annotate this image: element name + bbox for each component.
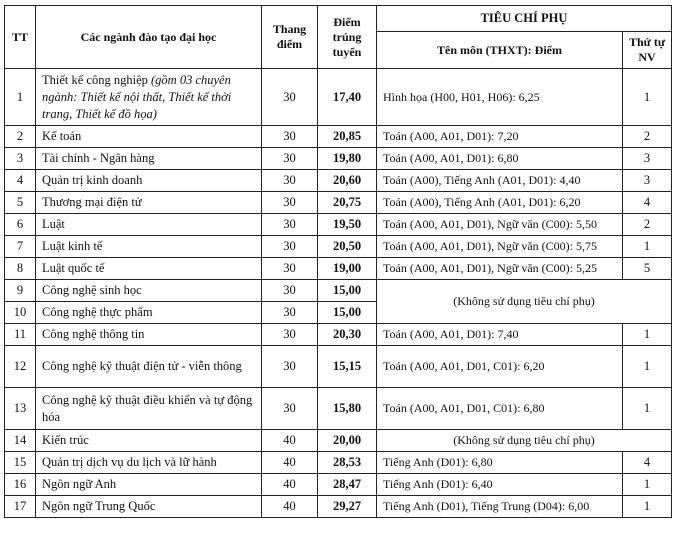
admission-score-table [4, 5, 672, 518]
row-scale: 30 [262, 126, 318, 148]
row-priority: 1 [623, 324, 672, 346]
row-criteria: Toán (A00, A01, D01), Ngữ văn (C00): 5,25 [377, 258, 623, 280]
row-major: Luật quốc tế [36, 258, 262, 280]
table-row [5, 236, 672, 258]
row-priority: 5 [623, 258, 672, 280]
row-priority: 1 [623, 346, 672, 388]
row-priority: 2 [623, 126, 672, 148]
table-row [5, 214, 672, 236]
row-tt: 10 [5, 302, 36, 324]
row-criteria: Tiếng Anh (D01): 6,80 [377, 452, 623, 474]
table-row [5, 69, 672, 126]
row-scale: 40 [262, 430, 318, 452]
row-score: 20,30 [318, 324, 377, 346]
row-priority: 1 [623, 236, 672, 258]
row-tt: 7 [5, 236, 36, 258]
row-tt: 2 [5, 126, 36, 148]
row-tt: 4 [5, 170, 36, 192]
table-row [5, 324, 672, 346]
row-major: Công nghệ thực phẩm [36, 302, 262, 324]
row-major: Công nghệ sinh học [36, 280, 262, 302]
row-criteria: Toán (A00, A01, D01, C01): 6,80 [377, 388, 623, 430]
row-criteria: Tiếng Anh (D01), Tiếng Trung (D04): 6,00 [377, 496, 623, 518]
row-major: Quản trị dịch vụ du lịch và lữ hành [36, 452, 262, 474]
row-criteria: Toán (A00, A01, D01, C01): 6,20 [377, 346, 623, 388]
row-priority: 4 [623, 192, 672, 214]
row-score: 15,80 [318, 388, 377, 430]
header-score: Điểm trúng tuyển [318, 6, 377, 69]
row-scale: 30 [262, 170, 318, 192]
row-scale: 30 [262, 69, 318, 126]
row-criteria: Toán (A00), Tiếng Anh (A01, D01): 6,20 [377, 192, 623, 214]
row-tt: 12 [5, 346, 36, 388]
row-criteria: Toán (A00), Tiếng Anh (A01, D01): 4,40 [377, 170, 623, 192]
row-score: 20,00 [318, 430, 377, 452]
row-score: 15,00 [318, 280, 377, 302]
row-tt: 8 [5, 258, 36, 280]
table-row [5, 192, 672, 214]
row-major: Quản trị kinh doanh [36, 170, 262, 192]
row-major: Ngôn ngữ Anh [36, 474, 262, 496]
row-tt: 1 [5, 69, 36, 126]
row-criteria: Toán (A00, A01, D01), Ngữ văn (C00): 5,50 [377, 214, 623, 236]
row-tt: 14 [5, 430, 36, 452]
row-scale: 30 [262, 302, 318, 324]
row-score: 29,27 [318, 496, 377, 518]
table-row [5, 280, 672, 302]
row-priority: 1 [623, 474, 672, 496]
row-major: Kế toán [36, 126, 262, 148]
row-score: 17,40 [318, 69, 377, 126]
row-priority: 1 [623, 496, 672, 518]
row-tt: 15 [5, 452, 36, 474]
row-scale: 30 [262, 192, 318, 214]
no-criteria-note: (Không sử dụng tiêu chí phụ) [377, 280, 672, 324]
row-score: 28,47 [318, 474, 377, 496]
row-scale: 30 [262, 346, 318, 388]
table-row [5, 148, 672, 170]
row-criteria: Toán (A00, A01, D01): 7,40 [377, 324, 623, 346]
row-scale: 30 [262, 214, 318, 236]
row-score: 19,80 [318, 148, 377, 170]
row-major-note: (gồm 03 chuyên ngành: Thiết kế nội thất, Thiết kế thời trang, Thiết kế đồ họa) [42, 72, 232, 121]
table-row [5, 126, 672, 148]
row-major: Luật kinh tế [36, 236, 262, 258]
row-scale: 30 [262, 236, 318, 258]
row-tt: 16 [5, 474, 36, 496]
row-major-cell [36, 69, 262, 126]
row-priority: 3 [623, 170, 672, 192]
row-scale: 40 [262, 474, 318, 496]
row-score: 20,85 [318, 126, 377, 148]
row-tt: 6 [5, 214, 36, 236]
row-major: Công nghệ kỹ thuật điều khiển và tự động hóa [36, 388, 262, 430]
row-major: Ngôn ngữ Trung Quốc [36, 496, 262, 518]
row-scale: 30 [262, 148, 318, 170]
header-tt: TT [5, 6, 36, 69]
row-major: Kiến trúc [36, 430, 262, 452]
row-tt: 11 [5, 324, 36, 346]
row-priority: 3 [623, 148, 672, 170]
table-row [5, 388, 672, 430]
row-score: 20,60 [318, 170, 377, 192]
row-criteria: Toán (A00, A01, D01): 6,80 [377, 148, 623, 170]
table-row [5, 346, 672, 388]
row-score: 15,00 [318, 302, 377, 324]
row-major: Công nghệ kỹ thuật điện tử - viễn thông [36, 346, 262, 388]
row-priority: 4 [623, 452, 672, 474]
row-priority: 1 [623, 69, 672, 126]
row-major: Tài chính - Ngân hàng [36, 148, 262, 170]
row-criteria: Toán (A00, A01, D01): 7,20 [377, 126, 623, 148]
row-criteria: Toán (A00, A01, D01), Ngữ văn (C00): 5,75 [377, 236, 623, 258]
header-criteria: TIÊU CHÍ PHỤ [377, 6, 672, 32]
row-scale: 30 [262, 258, 318, 280]
row-scale: 30 [262, 324, 318, 346]
row-tt: 13 [5, 388, 36, 430]
row-tt: 17 [5, 496, 36, 518]
row-tt: 3 [5, 148, 36, 170]
row-score: 28,53 [318, 452, 377, 474]
no-criteria-note: (Không sử dụng tiêu chí phụ) [377, 430, 672, 452]
row-scale: 40 [262, 452, 318, 474]
row-score: 19,00 [318, 258, 377, 280]
row-tt: 5 [5, 192, 36, 214]
row-score: 15,15 [318, 346, 377, 388]
table-row [5, 452, 672, 474]
table-row [5, 474, 672, 496]
row-criteria: Tiếng Anh (D01): 6,40 [377, 474, 623, 496]
header-majors: Các ngành đào tạo đại học [36, 6, 262, 69]
row-scale: 30 [262, 280, 318, 302]
row-tt: 9 [5, 280, 36, 302]
row-score: 19,50 [318, 214, 377, 236]
table-row [5, 258, 672, 280]
table-row [5, 496, 672, 518]
header-subject: Tên môn (THXT): Điểm [377, 32, 623, 69]
row-criteria: Hình họa (H00, H01, H06): 6,25 [377, 69, 623, 126]
row-major: Thương mại điện tử [36, 192, 262, 214]
row-major: Công nghệ thông tin [36, 324, 262, 346]
row-major: Thiết kế công nghiệp [42, 72, 148, 87]
table-row [5, 170, 672, 192]
row-score: 20,50 [318, 236, 377, 258]
header-scale: Thang điểm [262, 6, 318, 69]
row-priority: 1 [623, 388, 672, 430]
row-scale: 30 [262, 388, 318, 430]
table-row [5, 430, 672, 452]
row-priority: 2 [623, 214, 672, 236]
header-priority: Thứ tự NV [623, 32, 672, 69]
row-score: 20,75 [318, 192, 377, 214]
row-major: Luật [36, 214, 262, 236]
row-scale: 40 [262, 496, 318, 518]
